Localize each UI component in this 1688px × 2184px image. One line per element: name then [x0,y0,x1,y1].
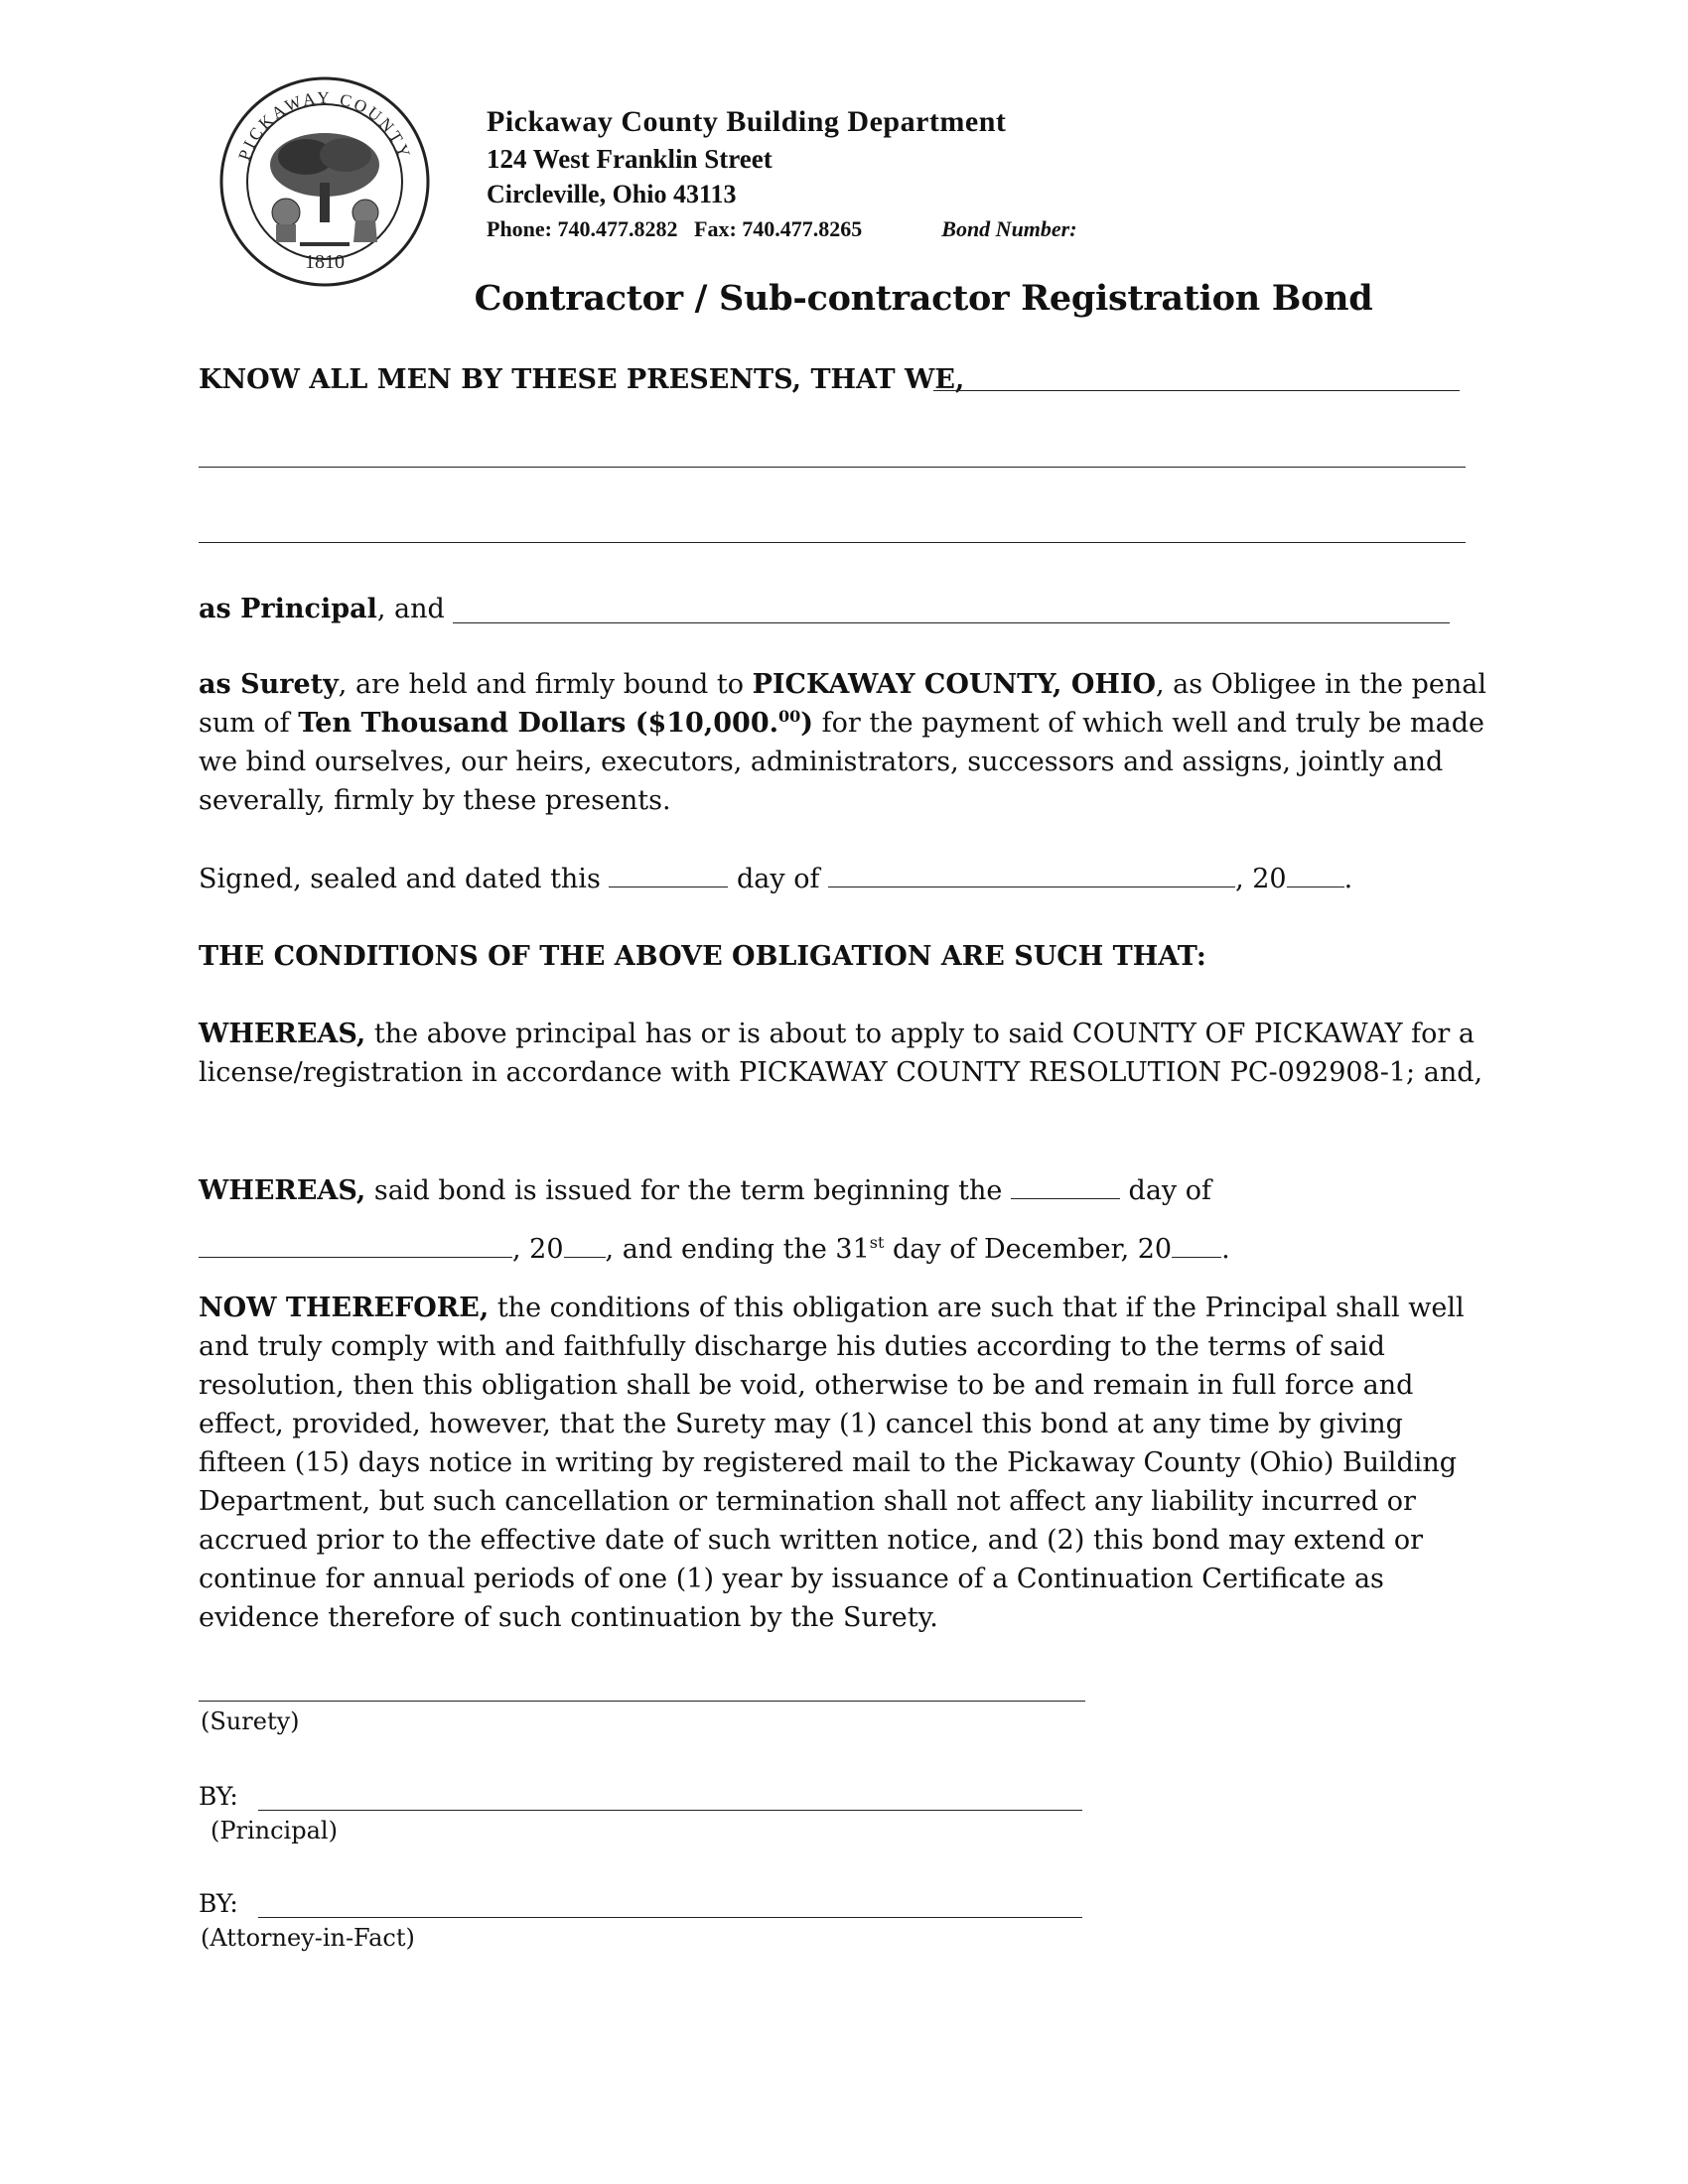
surety-signature-label: (Surety) [201,1707,300,1735]
now-therefore-paragraph [199,1289,1489,1637]
now-therefore-label: NOW THEREFORE, [199,1293,490,1323]
seal-year: 1810 [305,251,345,273]
term-day-blank[interactable] [1011,1172,1120,1199]
signed-month-blank[interactable] [828,861,1235,887]
conditions-heading: THE CONDITIONS OF THE ABOVE OBLIGATION ARE SUCH THAT: [199,941,1206,972]
intro-line [199,360,1489,399]
term-ending-text: , and ending the 31 [605,1234,870,1265]
whereas-2-dayof: day of [1128,1175,1212,1206]
attorney-signature-line[interactable] [258,1917,1082,1918]
term-month-blank[interactable] [199,1231,512,1258]
penal-sum-close: ) [800,708,814,739]
whereas-paragraph-2 [199,1171,1489,1210]
surety-name-line[interactable] [453,622,1450,623]
street-address: 124 West Franklin Street [487,144,773,174]
whereas-paragraph-1 [199,1015,1489,1092]
term-20-text: , 20 [512,1234,564,1265]
seal-text: PICKAWAY COUNTY [234,87,415,163]
signed-dated-line [199,860,1489,898]
surety-text-2: , as Obligee in the penal sum of [199,669,1487,739]
bond-number-label: Bond Number: [941,216,1077,241]
surety-label: as Surety [199,669,339,700]
city-address: Circleville, Ohio 43113 [487,180,737,208]
whereas-1-text: the above principal has or is about to apply to said COUNTY OF PICKAWAY for a license/registration in accordance with PICKAWAY COUNTY RESOLUTION PC-092908-1; and, [199,1019,1483,1088]
whereas-2-label: WHEREAS, [199,1175,366,1206]
principal-signature-line[interactable] [258,1810,1082,1811]
term-december-text: day of December, 20 [892,1234,1173,1265]
signed-year-text: , 20 [1235,864,1287,894]
surety-text-1: , are held and firmly bound to [338,669,745,700]
by-attorney-label: BY: [199,1889,238,1918]
by-principal-label: BY: [199,1782,238,1811]
term-line [199,1230,1489,1269]
whereas-1-label: WHEREAS, [199,1019,366,1049]
org-name: Pickaway County Building Department [487,105,1007,138]
signed-period: . [1343,864,1353,894]
penal-sum-amount: Ten Thousand Dollars ($10,000. [298,708,779,739]
signed-day-blank[interactable] [609,861,728,887]
penal-sum [298,708,813,739]
document-title: Contractor / Sub-contractor Registration Bond [474,278,1373,319]
principal-and: , and [376,594,445,624]
term-year-blank[interactable] [564,1231,606,1258]
principal-name-line-2[interactable] [199,467,1466,468]
contact-line [487,212,1077,246]
term-st: st [869,1233,885,1252]
term-period: . [1221,1234,1230,1265]
signed-text: Signed, sealed and dated this [199,864,601,894]
now-therefore-text: the conditions of this obligation are such that if the Principal shall well and truly comply with and faithfully discharge his duties according to the terms of said resolution, then this obligation shall be void, otherwise to be and remain in full force and effect, provided, however, that the Surety may (1) cancel this bond at any time by giving fifteen (15) days notice in writing by registered mail to the Pickaway County (Ohio) Building Department, but such cancellation or termination shall not affect any liability incurred or accrued prior to the effective date of such written notice, and (2) this bond may extend or continue for annual periods of one (1) year by issuance of a Continuation Certificate as evidence therefore of such continuation by the Surety. [199,1293,1465,1633]
letterhead [487,103,1077,246]
signed-dayof: day of [737,864,820,894]
attorney-signature-label: (Attorney-in-Fact) [201,1924,415,1952]
surety-signature-line[interactable] [199,1701,1085,1702]
surety-paragraph [199,665,1489,820]
county-seal [216,73,433,290]
phone: Phone: 740.477.8282 [487,216,678,241]
fax: Fax: 740.477.8265 [694,216,863,241]
principal-label: as Principal [199,594,377,624]
signed-year-blank[interactable] [1287,861,1344,887]
principal-name-line-1[interactable] [933,390,1460,391]
term-end-year-blank[interactable] [1172,1231,1221,1258]
penal-sum-cents: 00 [778,707,801,726]
principal-signature-label: (Principal) [211,1817,338,1844]
principal-name-line-3[interactable] [199,542,1466,543]
surety-text-3: for the payment of which well and truly be made we bind ourselves, our heirs, executors, administrators, successors and assigns, jointly and severally, firmly by these presents. [199,708,1485,816]
obligee-name: PICKAWAY COUNTY, OHIO [752,669,1156,700]
whereas-2-text: said bond is issued for the term beginning the [373,1175,1003,1206]
intro-text: KNOW ALL MEN BY THESE PRESENTS, THAT WE, [199,364,965,395]
